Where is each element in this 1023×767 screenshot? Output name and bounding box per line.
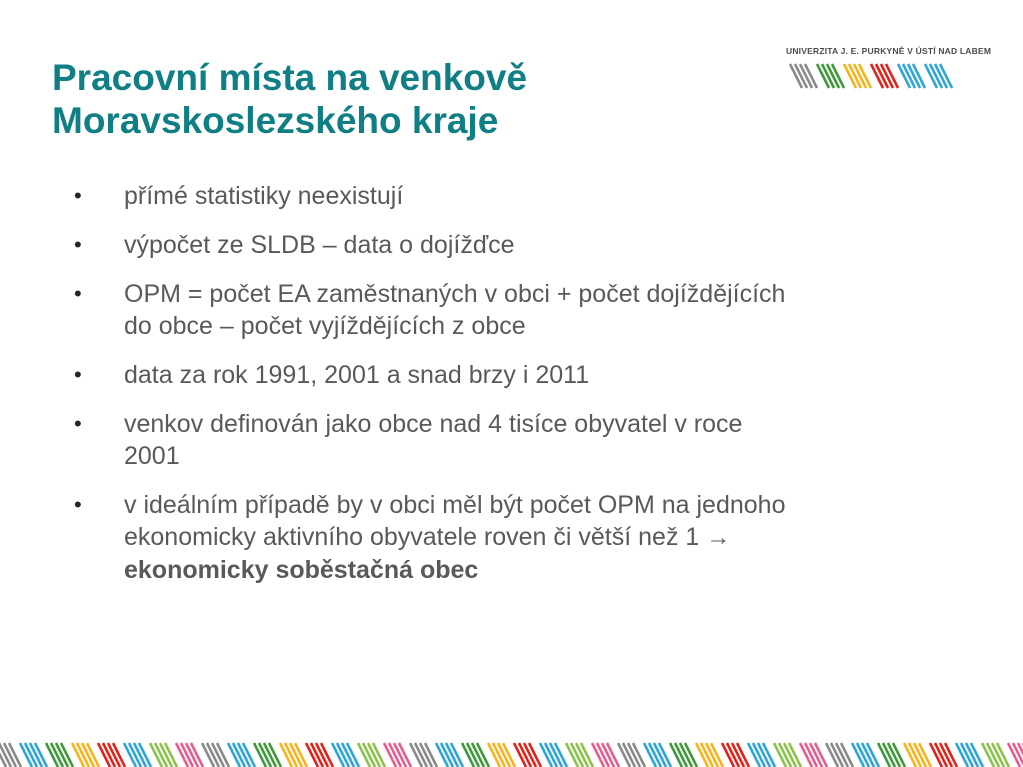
bullet-text: ekonomicky aktivního obyvatele roven či větší než 1	[124, 523, 700, 551]
bullet-item	[74, 489, 974, 586]
bullet-item	[74, 408, 974, 472]
logo-stripes-icon	[786, 60, 961, 94]
bullet-icon: •	[74, 183, 82, 208]
bullet-text: výpočet ze SLDB – data o dojížďce	[124, 231, 515, 259]
footer-stripes-icon	[0, 741, 1023, 767]
bullet-text: v ideálním případě by v obci měl být počet OPM na jednoho	[124, 491, 786, 519]
university-logo	[786, 46, 992, 94]
logo-text: UNIVERZITA J. E. PURKYNĚ V ÚSTÍ NAD LABEM	[786, 46, 992, 56]
bullet-text: data za rok 1991, 2001 a snad brzy i 2011	[124, 361, 590, 389]
title-line-1: Pracovní místa na venkově	[52, 57, 528, 98]
bullet-list	[74, 180, 974, 603]
bullet-icon: •	[74, 362, 82, 387]
bullet-icon: •	[74, 411, 82, 436]
bullet-item	[74, 229, 974, 261]
bullet-text: OPM = počet EA zaměstnaných v obci + počet dojíždějících	[124, 280, 786, 308]
bullet-item	[74, 278, 974, 342]
bullet-item	[74, 359, 974, 391]
bullet-item	[74, 180, 974, 212]
bullet-icon: •	[74, 232, 82, 257]
bullet-bold-text: ekonomicky soběstačná obec	[124, 556, 479, 584]
title-line-2: Moravskoslezského kraje	[52, 100, 499, 141]
bullet-text: do obce – počet vyjíždějících z obce	[124, 312, 526, 340]
bullet-text: venkov definován jako obce nad 4 tisíce obyvatel v roce	[124, 410, 743, 438]
bullet-text: přímé statistiky neexistují	[124, 182, 404, 210]
slide-title	[52, 56, 752, 142]
bullet-text-with-arrow	[124, 521, 974, 554]
arrow-right-icon: →	[706, 524, 731, 551]
bullet-icon: •	[74, 281, 82, 306]
bullet-icon: •	[74, 492, 82, 517]
bullet-text: 2001	[124, 442, 180, 470]
